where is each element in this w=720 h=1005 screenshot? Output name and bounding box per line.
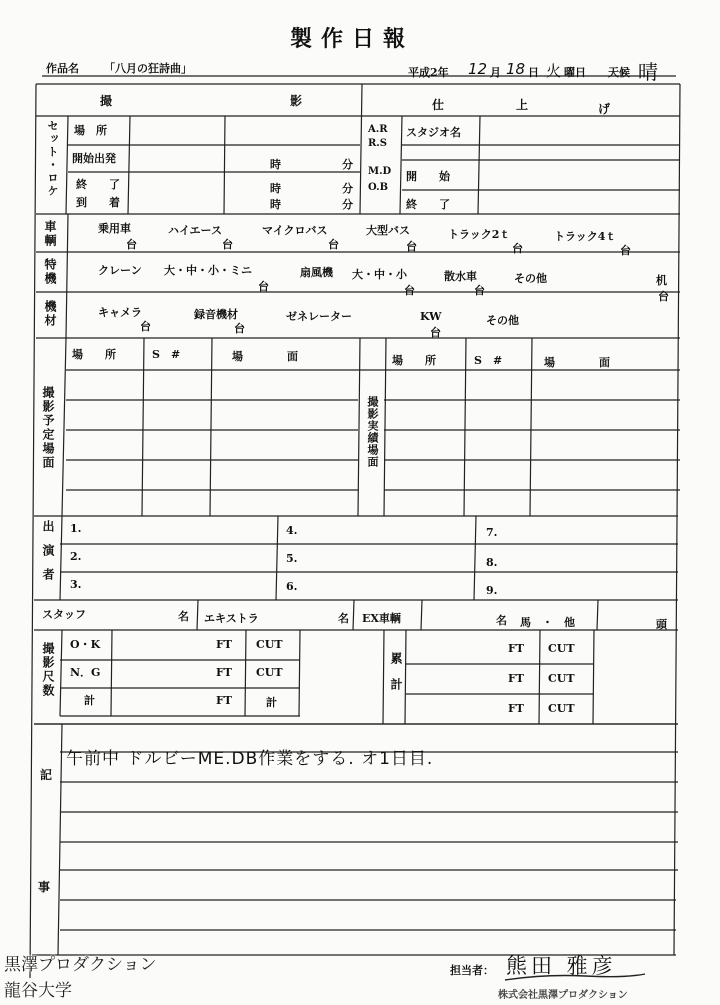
notes-handwritten: 午前中 ドルビーME.DB作業をする. オ1日目. [66,749,434,769]
work-label: 作品名 [46,62,79,75]
cum-ft-3: FT [508,702,524,715]
camera-label: キャメラ [98,306,142,319]
kw-label: KW [420,310,442,323]
cast-3: 3. [70,578,82,591]
total-ft: FT [216,694,232,707]
end-label2: 到 着 [76,196,120,209]
shuryo-label: 終 了 [406,198,450,211]
studio-label: スタジオ名 [406,126,461,139]
header-ge: げ [598,102,612,116]
vehicles-label: 車輌 [43,220,57,248]
camera-unit: 台 [140,320,151,333]
water-label: 散水車 [444,270,477,283]
vehicle-hiace: ハイエース [168,224,223,237]
header-satsu: 撮 [100,94,114,108]
unit-3: 台 [328,238,339,251]
header-shi: 仕 [432,98,446,112]
crane-unit: 台 [258,280,269,293]
date-month-unit: 月 [490,66,501,79]
total-kei: 計 [266,696,277,709]
generator-label: ゼネレーター [286,310,352,323]
end-label1: 終 了 [76,178,120,191]
ok-cut: CUT [256,638,283,651]
cum-ft-1: FT [508,642,524,655]
date-day: 18 [506,60,526,78]
notes-ki: 記 [40,768,54,782]
water-unit: 台 [474,284,485,297]
header-kage: 影 [290,94,304,108]
cum-ft-2: FT [508,672,524,685]
cum-cut-3: CUT [548,702,575,715]
arrive-min: 分 [342,198,353,211]
cast-2: 2. [70,550,82,563]
set-loc-label: セット・ロケ [46,120,59,198]
ok-label: O・K [70,638,101,651]
unit-1: 台 [126,238,137,251]
total-label: 計 [84,694,95,707]
company-name-partial: 株式会社黒澤プロダクション [498,990,628,1001]
plan-scene-no-header: S # [152,348,181,361]
ng-ft: FT [216,666,232,679]
date-month: 12 [468,60,488,78]
vehicle-truck2: トラック2ｔ [448,228,511,241]
actual-scene-no-header: S # [474,354,503,367]
unit-6: 台 [620,244,631,257]
cast-5: 5. [286,552,298,565]
end-hour: 時 [270,182,281,195]
vehicle-microbus: マイクロバス [262,224,328,237]
cast-7: 7. [486,526,498,539]
ng-cut: CUT [256,666,283,679]
vehicle-truck4: トラック4ｔ [554,230,617,243]
machine-label: 机 [656,274,667,287]
notes-ji: 事 [38,880,52,894]
header-age: 上 [516,98,530,112]
cast-4: 4. [286,524,298,537]
unit-4: 台 [406,240,417,253]
weekday: 火 [546,62,562,80]
ex-vehicle-label: EX車輌 [362,612,401,625]
horse-unit: 頭 [656,618,667,631]
sound-unit: 台 [234,322,245,335]
staff-mei: 名 [178,610,189,623]
place-label: 場 所 [74,124,107,137]
actual-scene-header: 場 面 [544,356,610,369]
ex-vehicle-mei: 名 [496,614,507,627]
crane-sizes: 大・中・小・ミニ [164,264,252,277]
md-label: M.D [368,166,392,177]
rs-label: R.S [368,138,388,149]
watermark-line1: 黒澤プロダクション [4,955,157,975]
crane-label: クレーン [98,264,142,277]
staff-name: 熊田 雅彦 [506,954,617,978]
cum-cut-1: CUT [548,642,575,655]
fan-label: 扇風機 [300,266,333,279]
actual-place-header: 場 所 [392,354,436,367]
cumulative-label: 累計 [389,652,403,704]
weather: 晴 [638,60,658,84]
equipment-label: 機材 [43,300,57,328]
cast-6: 6. [286,580,298,593]
ob-label: O.B [368,182,389,193]
end-min: 分 [342,182,353,195]
schedule-plan-label: 撮影予定場面 [41,386,55,470]
arrive-hour: 時 [270,198,281,211]
page-title: 製作日報 [290,26,415,52]
cast-9: 9. [486,584,498,597]
cast-1: 1. [70,522,82,535]
horse-label: 馬 ・ 他 [520,616,575,629]
plan-scene-header: 場 面 [232,350,298,363]
kaishi-label: 開 始 [406,170,450,183]
staff-label: スタッフ [42,608,86,621]
unit-5: 台 [512,242,523,255]
extra-label: エキストラ [204,612,259,625]
start-min: 分 [342,158,353,171]
extra-mei: 名 [338,612,349,625]
unit-2: 台 [222,238,233,251]
sound-label: 録音機材 [194,308,238,321]
equipment-other: その他 [486,314,519,327]
plan-place-header: 場 所 [72,348,116,361]
work-name: 「八月の狂詩曲」 [104,62,192,75]
special-other: その他 [514,272,547,285]
weather-label: 天候 [608,66,630,79]
staff-label-footer: 担当者： [450,964,494,977]
ar-label: A.R [368,124,388,135]
footage-label: 撮影尺数 [41,642,55,698]
fan-sizes: 大・中・小 [352,268,407,281]
machine-unit: 台 [658,290,669,303]
special-label: 特機 [43,258,57,286]
ok-ft: FT [216,638,232,651]
date-prefix: 平成2年 [408,66,449,79]
weekday-label: 曜日 [564,66,586,79]
vehicle-car: 乗用車 [98,222,131,235]
cast-label: 出演者 [41,520,55,592]
start-label: 開始出発 [72,152,116,165]
fan-unit: 台 [404,284,415,297]
cum-cut-2: CUT [548,672,575,685]
watermark-line2: 龍谷大学 [4,981,72,1001]
start-hour: 時 [270,158,281,171]
cast-8: 8. [486,556,498,569]
ng-label: N．G [70,666,101,679]
date-day-unit: 日 [528,66,539,79]
kw-unit: 台 [430,326,441,339]
vehicle-bus: 大型バス [366,224,410,237]
schedule-actual-label: 撮影実績場面 [366,396,379,468]
